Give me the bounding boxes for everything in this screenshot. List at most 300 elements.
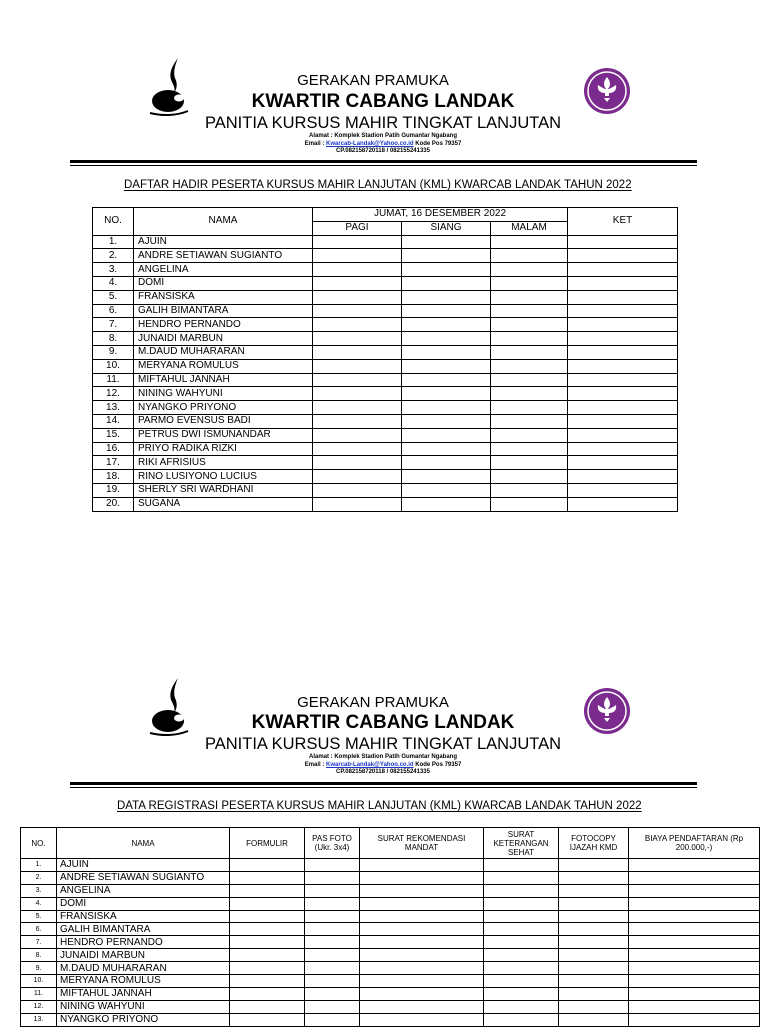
col-pagi: PAGI [313,221,402,235]
row-number: 20. [93,497,134,511]
empty-cell [305,871,360,884]
branch-name: KWARTIR CABANG LANDAK [251,712,515,733]
participant-name: NINING WAHYUNI [134,387,313,401]
empty-cell [313,318,402,332]
table-row [21,975,760,988]
empty-cell [484,987,559,1000]
empty-cell [230,975,305,988]
empty-cell [559,884,629,897]
empty-cell [313,359,402,373]
phone-line: CP.082158720118 / 082155241335 [336,769,430,775]
table-row [21,949,760,962]
empty-cell [305,962,360,975]
empty-cell [484,936,559,949]
table-row [21,936,760,949]
empty-cell [402,442,491,456]
row-number: 15. [93,428,134,442]
empty-cell [313,387,402,401]
empty-cell [484,871,559,884]
participant-name: NYANGKO PRIYONO [57,1013,230,1026]
empty-cell [559,1013,629,1026]
empty-cell [629,897,760,910]
row-number: 4. [93,276,134,290]
participant-name: NYANGKO PRIYONO [134,401,313,415]
empty-cell [313,235,402,249]
empty-cell [491,470,568,484]
email-line [0,762,766,770]
empty-cell [402,263,491,277]
empty-cell [305,987,360,1000]
empty-cell [484,1013,559,1026]
phone-line: CP.082158720118 / 082155241335 [336,148,430,154]
row-number: 18. [93,470,134,484]
empty-cell [491,428,568,442]
row-number: 11. [21,987,57,1000]
empty-cell [313,414,402,428]
participant-name: M.DAUD MUHARARAN [134,345,313,359]
empty-cell [360,987,484,1000]
empty-cell [313,276,402,290]
registration-title: DATA REGISTRASI PESERTA KURSUS MAHIR LANJUTAN (KML) KWARCAB LANDAK TAHUN 2022 [117,800,642,812]
table-row [93,290,678,304]
participant-name: RINO LUSIYONO LUCIUS [134,470,313,484]
empty-cell [568,373,678,387]
empty-cell [402,483,491,497]
empty-cell [305,936,360,949]
empty-cell [402,497,491,511]
empty-cell [568,345,678,359]
empty-cell [402,470,491,484]
row-number: 12. [21,1000,57,1013]
email-link[interactable]: Kwarcab-Landak@Yahoo.co.id [326,761,414,768]
empty-cell [313,442,402,456]
row-number: 2. [21,871,57,884]
empty-cell [484,910,559,923]
table-row [21,962,760,975]
row-number: 1. [93,235,134,249]
row-number: 16. [93,442,134,456]
row-number: 13. [93,401,134,415]
participant-name: DOMI [134,276,313,290]
empty-cell [230,936,305,949]
participant-name: PRIYO RADIKA RIZKI [134,442,313,456]
empty-cell [568,290,678,304]
empty-cell [313,456,402,470]
address-block [0,754,766,777]
empty-cell [629,936,760,949]
empty-cell [313,483,402,497]
table-row [93,387,678,401]
participant-name: HENDRO PERNANDO [57,936,230,949]
empty-cell [360,897,484,910]
table-row [93,470,678,484]
empty-cell [491,456,568,470]
header-rule-thin [70,787,697,788]
col-nama: NAMA [57,828,230,859]
col-ket: KET [568,208,678,236]
col-pas-foto: PAS FOTO (Ukr. 3x4) [305,828,360,859]
participant-name: MIFTAHUL JANNAH [134,373,313,387]
table-row [93,249,678,263]
empty-cell [305,1013,360,1026]
empty-cell [230,859,305,872]
email-line [0,141,766,149]
participant-name: NINING WAHYUNI [57,1000,230,1013]
row-number: 5. [21,910,57,923]
row-number: 19. [93,483,134,497]
table-row [21,923,760,936]
empty-cell [629,859,760,872]
address-line: Alamat : Komplek Stadion Patih Gumantar Ngabang [308,133,458,139]
table-row [93,332,678,346]
participant-name: ANGELINA [134,263,313,277]
empty-cell [568,318,678,332]
empty-cell [629,1013,760,1026]
participant-name: PETRUS DWI ISMUNANDAR [134,428,313,442]
empty-cell [230,962,305,975]
empty-cell [360,910,484,923]
table-row [93,318,678,332]
table-row [93,483,678,497]
row-number: 8. [21,949,57,962]
empty-cell [402,249,491,263]
row-number: 2. [93,249,134,263]
table-row [93,276,678,290]
row-number: 3. [21,884,57,897]
empty-cell [313,428,402,442]
col-biaya: BIAYA PENDAFTARAN (Rp 200.000,-) [629,828,760,859]
empty-cell [402,387,491,401]
empty-cell [484,859,559,872]
empty-cell [484,897,559,910]
col-date: JUMAT, 16 DESEMBER 2022 [313,208,568,222]
empty-cell [230,1000,305,1013]
empty-cell [559,923,629,936]
empty-cell [402,456,491,470]
col-nama: NAMA [134,208,313,236]
empty-cell [491,276,568,290]
wosm-emblem-icon [584,68,630,114]
empty-cell [568,442,678,456]
empty-cell [402,235,491,249]
postal-code: Kode Pos 79357 [413,761,462,768]
empty-cell [313,401,402,415]
empty-cell [305,897,360,910]
empty-cell [313,497,402,511]
table-row [21,1013,760,1026]
empty-cell [230,884,305,897]
row-number: 6. [93,304,134,318]
participant-name: M.DAUD MUHARARAN [57,962,230,975]
empty-cell [568,428,678,442]
empty-cell [568,387,678,401]
empty-cell [559,975,629,988]
empty-cell [402,318,491,332]
row-number: 10. [21,975,57,988]
empty-cell [491,332,568,346]
table-row [21,859,760,872]
empty-cell [491,249,568,263]
col-siang: SIANG [402,221,491,235]
empty-cell [491,304,568,318]
participant-name: ANDRE SETIAWAN SUGIANTO [57,871,230,884]
row-number: 8. [93,332,134,346]
row-number: 1. [21,859,57,872]
col-no: NO. [93,208,134,236]
participant-name: FRANSISKA [134,290,313,304]
empty-cell [313,249,402,263]
empty-cell [402,290,491,304]
empty-cell [491,359,568,373]
empty-cell [360,884,484,897]
table-row [93,428,678,442]
participant-name: SHERLY SRI WARDHANI [134,483,313,497]
empty-cell [484,962,559,975]
empty-cell [313,263,402,277]
empty-cell [360,859,484,872]
participant-name: MERYANA ROMULUS [57,975,230,988]
empty-cell [305,859,360,872]
row-number: 14. [93,414,134,428]
row-number: 7. [21,936,57,949]
empty-cell [305,975,360,988]
header-rule-thin [70,165,697,166]
table-row [21,987,760,1000]
participant-name: JUNAIDI MARBUN [57,949,230,962]
empty-cell [402,345,491,359]
table-row [93,263,678,277]
empty-cell [360,975,484,988]
empty-cell [484,884,559,897]
empty-cell [568,401,678,415]
row-number: 9. [21,962,57,975]
row-number: 3. [93,263,134,277]
empty-cell [305,923,360,936]
address-line: Alamat : Komplek Stadion Patih Gumantar Ngabang [308,754,458,760]
attendance-title: DAFTAR HADIR PESERTA KURSUS MAHIR LANJUTAN (KML) KWARCAB LANDAK TAHUN 2022 [124,179,632,191]
empty-cell [559,962,629,975]
email-label: Email : [304,761,327,768]
empty-cell [305,884,360,897]
empty-cell [484,975,559,988]
participant-name: GALIH BIMANTARA [57,923,230,936]
table-row [93,373,678,387]
empty-cell [629,987,760,1000]
participant-name: MERYANA ROMULUS [134,359,313,373]
empty-cell [360,936,484,949]
empty-cell [230,1013,305,1026]
table-row [93,401,678,415]
empty-cell [491,318,568,332]
table-row [21,871,760,884]
empty-cell [360,962,484,975]
empty-cell [559,871,629,884]
empty-cell [629,1000,760,1013]
row-number: 6. [21,923,57,936]
empty-cell [491,235,568,249]
empty-cell [568,497,678,511]
table-row [21,897,760,910]
empty-cell [313,332,402,346]
participant-name: DOMI [57,897,230,910]
empty-cell [230,949,305,962]
empty-cell [313,290,402,304]
empty-cell [629,910,760,923]
empty-cell [313,470,402,484]
empty-cell [559,910,629,923]
empty-cell [491,263,568,277]
empty-cell [305,1000,360,1013]
participant-name: FRANSISKA [57,910,230,923]
empty-cell [484,923,559,936]
empty-cell [559,987,629,1000]
email-label: Email : [304,140,327,147]
empty-cell [305,910,360,923]
empty-cell [313,345,402,359]
committee-name: PANITIA KURSUS MAHIR TINGKAT LANJUTAN [204,114,562,132]
empty-cell [360,1013,484,1026]
table-row [93,442,678,456]
empty-cell [313,304,402,318]
row-number: 5. [93,290,134,304]
empty-cell [484,1000,559,1013]
row-number: 12. [93,387,134,401]
table-row [93,235,678,249]
email-link[interactable]: Kwarcab-Landak@Yahoo.co.id [326,140,414,147]
participant-name: AJUIN [134,235,313,249]
empty-cell [402,414,491,428]
empty-cell [360,871,484,884]
table-row [93,304,678,318]
participant-name: RIKI AFRISIUS [134,456,313,470]
empty-cell [568,456,678,470]
row-number: 9. [93,345,134,359]
empty-cell [360,923,484,936]
empty-cell [360,949,484,962]
address-block [0,133,766,156]
empty-cell [629,923,760,936]
empty-cell [491,442,568,456]
participant-name: MIFTAHUL JANNAH [57,987,230,1000]
empty-cell [491,373,568,387]
col-formulir: FORMULIR [230,828,305,859]
branch-name: KWARTIR CABANG LANDAK [251,91,515,112]
empty-cell [568,414,678,428]
org-name: GERAKAN PRAMUKA [297,72,449,89]
participant-name: AJUIN [57,859,230,872]
empty-cell [230,923,305,936]
table-row [93,359,678,373]
empty-cell [568,276,678,290]
participant-name: ANGELINA [57,884,230,897]
empty-cell [629,884,760,897]
empty-cell [402,332,491,346]
empty-cell [568,359,678,373]
empty-cell [629,871,760,884]
empty-cell [491,290,568,304]
empty-cell [402,428,491,442]
empty-cell [491,401,568,415]
row-number: 10. [93,359,134,373]
empty-cell [559,1000,629,1013]
empty-cell [568,332,678,346]
empty-cell [402,304,491,318]
participant-name: ANDRE SETIAWAN SUGIANTO [134,249,313,263]
header-rule-thick [70,160,697,163]
empty-cell [629,949,760,962]
header-rule-thick [70,782,697,785]
participant-name: JUNAIDI MARBUN [134,332,313,346]
empty-cell [491,345,568,359]
org-name: GERAKAN PRAMUKA [297,694,449,711]
postal-code: Kode Pos 79357 [413,140,462,147]
empty-cell [402,401,491,415]
empty-cell [568,470,678,484]
empty-cell [629,962,760,975]
empty-cell [491,497,568,511]
empty-cell [491,483,568,497]
empty-cell [313,373,402,387]
attendance-table [92,207,678,512]
empty-cell [629,975,760,988]
empty-cell [568,304,678,318]
empty-cell [230,897,305,910]
empty-cell [559,859,629,872]
table-row [93,497,678,511]
registration-table [20,827,760,1027]
committee-name: PANITIA KURSUS MAHIR TINGKAT LANJUTAN [204,735,562,753]
participant-name: SUGANA [134,497,313,511]
col-surat-rekomendasi: SURAT REKOMENDASI MANDAT [360,828,484,859]
wosm-emblem-icon [584,688,630,734]
empty-cell [484,949,559,962]
row-number: 4. [21,897,57,910]
table-row [21,884,760,897]
empty-cell [230,910,305,923]
empty-cell [559,949,629,962]
empty-cell [402,276,491,290]
row-number: 17. [93,456,134,470]
empty-cell [305,949,360,962]
table-row [93,414,678,428]
empty-cell [402,359,491,373]
empty-cell [360,1000,484,1013]
empty-cell [491,414,568,428]
participant-name: GALIH BIMANTARA [134,304,313,318]
empty-cell [559,936,629,949]
empty-cell [491,387,568,401]
row-number: 7. [93,318,134,332]
empty-cell [559,897,629,910]
empty-cell [230,987,305,1000]
col-malam: MALAM [491,221,568,235]
table-row [21,1000,760,1013]
empty-cell [402,373,491,387]
col-no: NO. [21,828,57,859]
empty-cell [568,483,678,497]
participant-name: HENDRO PERNANDO [134,318,313,332]
empty-cell [568,249,678,263]
table-row [93,456,678,470]
empty-cell [230,871,305,884]
row-number: 11. [93,373,134,387]
col-surat-keterangan: SURAT KETERANGAN SEHAT [484,828,559,859]
col-fotocopy: FOTOCOPY IJAZAH KMD [559,828,629,859]
participant-name: PARMO EVENSUS BADI [134,414,313,428]
empty-cell [568,263,678,277]
table-row [21,910,760,923]
table-row [93,345,678,359]
